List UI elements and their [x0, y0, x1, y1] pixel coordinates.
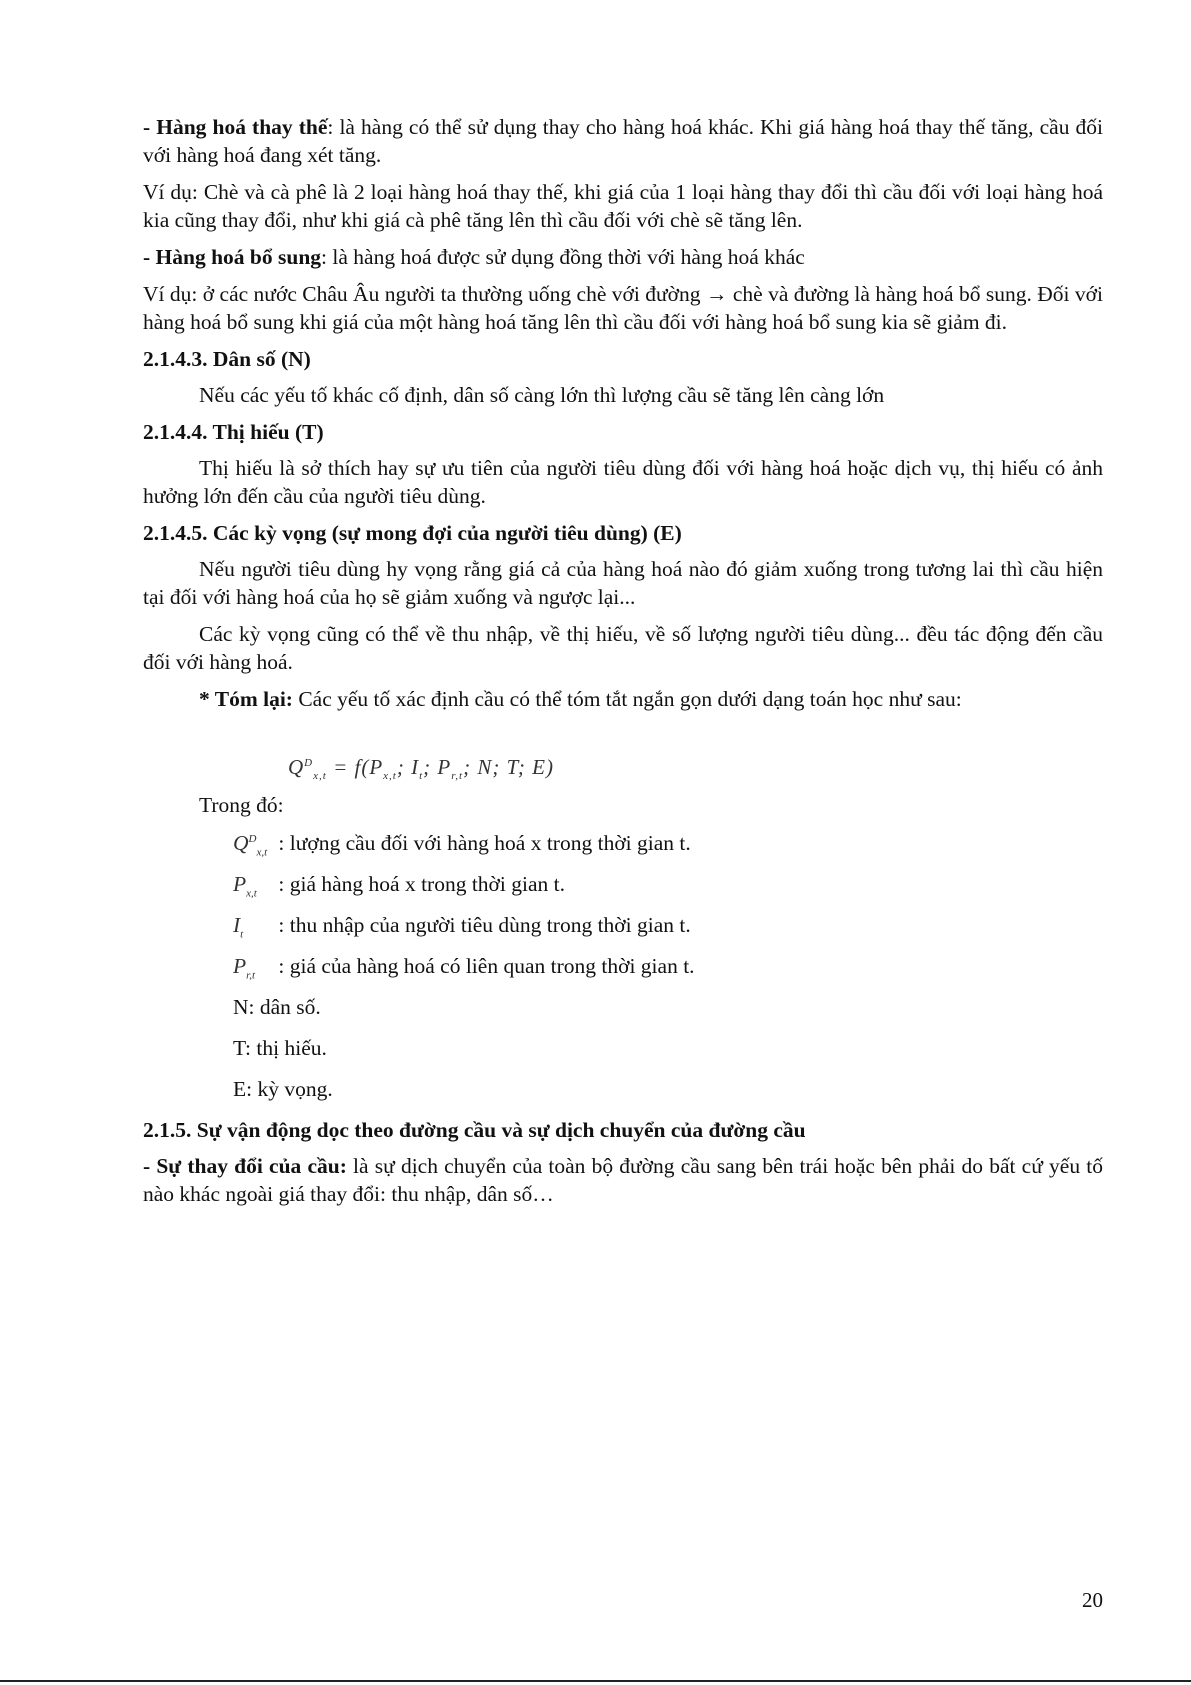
term: - Sự thay đổi của cầu: — [143, 1154, 347, 1178]
substitute-goods-paragraph: - Hàng hoá thay thế: là hàng có thể sử dụng thay cho hàng hoá khác. Khi giá hàng hoá thay thế tăng, cầu đối với hàng hoá đang xét tăng. — [143, 115, 1103, 167]
demand-formula: $Q^D_{x,t} = f(P_{x,t}$; $I_t$; $P_{r,t}$; N; T; E) — [288, 755, 554, 783]
example-paragraph: Ví dụ: ở các nước Châu Âu người ta thường uống chè với đường → chè và đường là hàng hoá bổ sung. Đối với hàng hoá bổ sung khi giá của một hàng hoá tăng lên thì cầu đối với hàng hoá bổ sung kia sẽ giảm đi. — [143, 282, 1103, 334]
section-heading: 2.1.4.3. Dân số (N) — [143, 347, 311, 371]
expectations-paragraph-2: Các kỳ vọng cũng có thể về thu nhập, về thị hiếu, về số lượng người tiêu dùng... đều tác động đến cầu đối với hàng hoá. — [143, 622, 1103, 674]
section-heading: 2.1.5. Sự vận động dọc theo đường cầu và sự dịch chuyển của đường cầu — [143, 1118, 806, 1142]
section-heading: 2.1.4.4. Thị hiếu (T) — [143, 420, 324, 444]
complementary-goods-paragraph: - Hàng hoá bổ sung: là hàng hoá được sử dụng đồng thời với hàng hoá khác — [143, 245, 805, 269]
demand-shift-paragraph: - Sự thay đổi của cầu: là sự dịch chuyển của toàn bộ đường cầu sang bên trái hoặc bên phải do bất cứ yếu tố nào khác ngoài giá thay đổi: thu nhập, dân số… — [143, 1154, 1103, 1206]
definition-expectations: E: kỳ vọng. — [233, 1077, 333, 1101]
term: - Hàng hoá thay thế — [143, 115, 328, 139]
where-label: Trong đó: — [199, 793, 284, 817]
section-heading: 2.1.4.5. Các kỳ vọng (sự mong đợi của người tiêu dùng) (E) — [143, 521, 682, 545]
document-page — [143, 113, 1103, 1217]
page-number: 20 — [1082, 1588, 1103, 1612]
definition-population: N: dân số. — [233, 995, 321, 1019]
definition-related-price: $P_{r,t}$ : giá của hàng hoá có liên quan trong thời gian t. — [233, 954, 695, 982]
definition-taste: T: thị hiếu. — [233, 1036, 327, 1060]
example-paragraph: Ví dụ: Chè và cà phê là 2 loại hàng hoá thay thế, khi giá của 1 loại hàng thay đổi thì cầu đối với loại hàng hoá kia cũng thay đổi, như khi giá cà phê tăng lên thì cầu đối với chè sẽ tăng lên. — [143, 180, 1103, 232]
definition-quantity-demanded: $Q^D_{x,t}$ : lượng cầu đối với hàng hoá x trong thời gian t. — [233, 831, 691, 859]
term: - Hàng hoá bổ sung — [143, 245, 322, 269]
definition-price: $P_{x,t}$ : giá hàng hoá x trong thời gian t. — [233, 872, 566, 900]
summary-paragraph: * Tóm lại: Các yếu tố xác định cầu có thể tóm tắt ngắn gọn dưới dạng toán học như sau: — [199, 687, 962, 711]
page-bottom-border — [0, 1680, 1191, 1682]
definition-income: $I_t$ : thu nhập của người tiêu dùng trong thời gian t. — [233, 913, 691, 941]
taste-paragraph: Thị hiếu là sở thích hay sự ưu tiên của người tiêu dùng đối với hàng hoá hoặc dịch vụ, thị hiếu có ảnh hưởng lớn đến cầu của người tiêu dùng. — [143, 456, 1103, 508]
population-paragraph: Nếu các yếu tố khác cố định, dân số càng lớn thì lượng cầu sẽ tăng lên càng lớn — [199, 383, 885, 407]
expectations-paragraph: Nếu người tiêu dùng hy vọng rằng giá cả của hàng hoá nào đó giảm xuống trong tương lai thì cầu hiện tại đối với hàng hoá của họ sẽ giảm xuống và ngược lại... — [143, 557, 1103, 609]
